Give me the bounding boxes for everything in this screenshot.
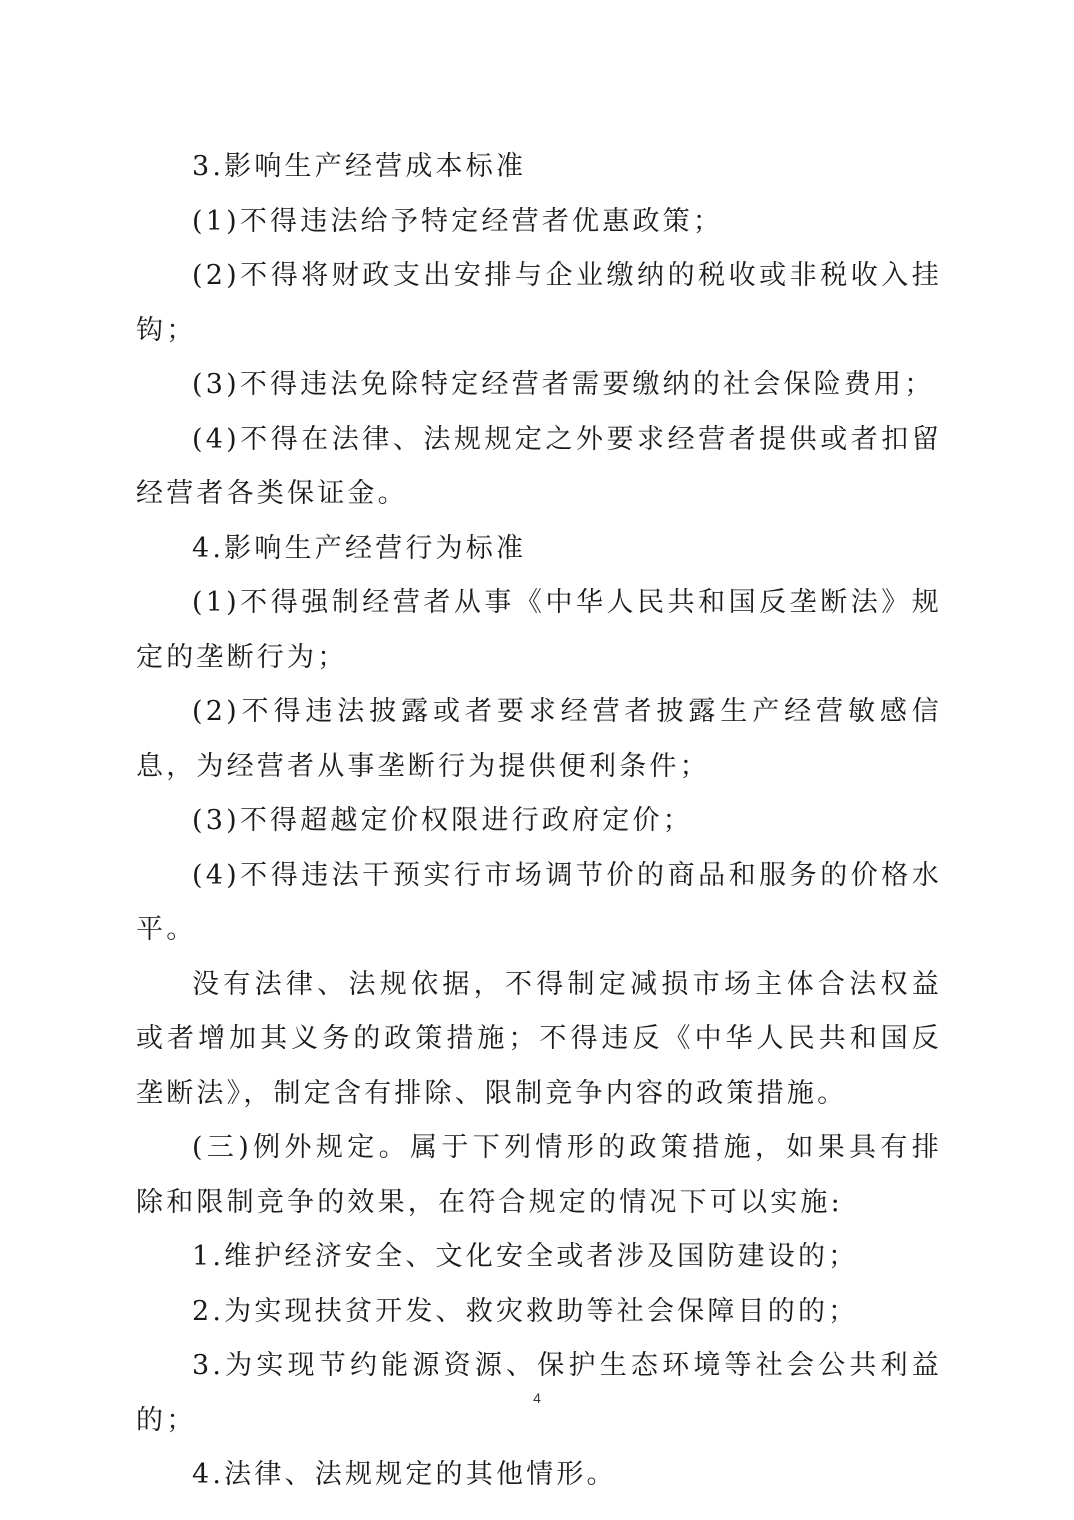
section-heading: (三)例外规定。属于下列情形的政策措施，如果具有排除和限制竞争的效果，在符合规定的情况下可以实施: — [136, 1132, 942, 1218]
list-item: (2)不得将财政支出安排与企业缴纳的税收或非税收入挂钩； — [136, 260, 942, 346]
list-item: 1.维护经济安全、文化安全或者涉及国防建设的； — [192, 1241, 859, 1272]
body-paragraph: 没有法律、法规依据，不得制定减损市场主体合法权益或者增加其义务的政策措施；不得违反《中华人民共和国反垄断法》，制定含有排除、限制竞争内容的政策措施。 — [136, 968, 942, 1109]
list-item: (2)不得违法披露或者要求经营者披露生产经营敏感信息，为经营者从事垄断行为提供便利条件； — [136, 696, 942, 782]
section-heading: 3.影响生产经营成本标准 — [192, 151, 527, 182]
page-number: 4 — [533, 1390, 541, 1406]
list-item: 3.为实现节约能源资源、保护生态环境等社会公共利益的； — [136, 1350, 942, 1436]
list-item: 2.为实现扶贫开发、救灾救助等社会保障目的的； — [192, 1295, 859, 1327]
list-item: (1)不得强制经营者从事《中华人民共和国反垄断法》规定的垄断行为； — [136, 587, 942, 673]
list-item: (1)不得违法给予特定经营者优惠政策； — [192, 205, 724, 237]
list-item: (3)不得违法免除特定经营者需要缴纳的社会保险费用； — [192, 369, 935, 400]
document-body — [136, 140, 942, 1503]
list-item: (3)不得超越定价权限进行政府定价； — [192, 805, 693, 836]
list-item: (4)不得在法律、法规规定之外要求经营者提供或者扣留经营者各类保证金。 — [136, 423, 942, 509]
list-item: 4.法律、法规规定的其他情形。 — [192, 1459, 617, 1490]
list-item: (4)不得违法干预实行市场调节价的商品和服务的价格水平。 — [136, 859, 942, 945]
section-heading: 4.影响生产经营行为标准 — [192, 532, 527, 564]
